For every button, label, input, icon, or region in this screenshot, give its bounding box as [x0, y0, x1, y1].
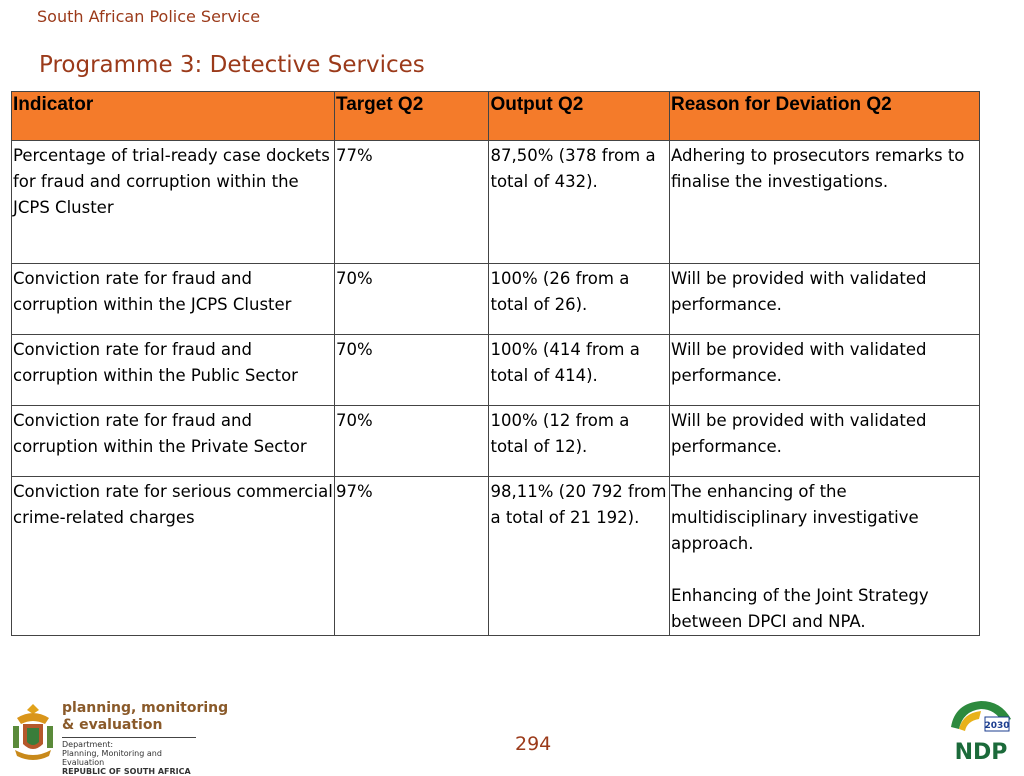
- cell-reason: Will be provided with validated performance.: [670, 406, 980, 477]
- table-row: [12, 264, 980, 335]
- table-row: [12, 406, 980, 477]
- performance-table: [11, 91, 980, 636]
- cell-target: 70%: [335, 264, 489, 335]
- org-name: South African Police Service: [37, 7, 261, 26]
- ndp-logo-icon: [945, 697, 1017, 765]
- cell-reason: [670, 477, 980, 636]
- cell-output: 100% (26 from a total of 26).: [489, 264, 670, 335]
- dept-sub-line: Planning, Monitoring and Evaluation: [62, 749, 162, 767]
- dept-sub-line: REPUBLIC OF SOUTH AFRICA: [62, 767, 191, 776]
- cell-target: 77%: [335, 141, 489, 264]
- reason-paragraph: Enhancing of the Joint Strategy between DPCI and NPA.: [671, 586, 929, 631]
- table-row: [12, 477, 980, 636]
- cell-output: 100% (12 from a total of 12).: [489, 406, 670, 477]
- cell-reason: Will be provided with validated performance.: [670, 335, 980, 406]
- page-number: 294: [515, 733, 552, 755]
- header-target: Target Q2: [335, 92, 489, 141]
- cell-indicator: Conviction rate for fraud and corruption within the Private Sector: [12, 406, 335, 477]
- dept-sub: [62, 737, 196, 776]
- table-row: [12, 335, 980, 406]
- table-header-row: [12, 92, 980, 141]
- dept-sub-line: Department:: [62, 740, 114, 749]
- cell-target: 97%: [335, 477, 489, 636]
- cell-indicator: Percentage of trial-ready case dockets for fraud and corruption within the JCPS Cluster: [12, 141, 335, 264]
- header-indicator: Indicator: [12, 92, 335, 141]
- cell-reason: Adhering to prosecutors remarks to finalise the investigations.: [670, 141, 980, 264]
- dept-name-line2: & evaluation: [62, 717, 163, 733]
- ndp-year: 2030: [984, 721, 1010, 731]
- cell-output: 98,11% (20 792 from a total of 21 192).: [489, 477, 670, 636]
- cell-indicator: Conviction rate for fraud and corruption within the Public Sector: [12, 335, 335, 406]
- cell-indicator: Conviction rate for fraud and corruption within the JCPS Cluster: [12, 264, 335, 335]
- cell-output: 100% (414 from a total of 414).: [489, 335, 670, 406]
- cell-indicator: Conviction rate for serious commercial crime-related charges: [12, 477, 335, 636]
- reason-paragraph: The enhancing of the multidisciplinary investigative approach.: [671, 482, 919, 553]
- cell-reason: Will be provided with validated performance.: [670, 264, 980, 335]
- cell-target: 70%: [335, 406, 489, 477]
- header-reason: Reason for Deviation Q2: [670, 92, 980, 141]
- page-title: Programme 3: Detective Services: [39, 52, 425, 78]
- table-row: [12, 141, 980, 264]
- dept-name-line1: planning, monitoring: [62, 700, 229, 716]
- header-output: Output Q2: [489, 92, 670, 141]
- department-block: [62, 700, 228, 776]
- ndp-text: NDP: [954, 740, 1008, 765]
- cell-output: 87,50% (378 from a total of 432).: [489, 141, 670, 264]
- cell-target: 70%: [335, 335, 489, 406]
